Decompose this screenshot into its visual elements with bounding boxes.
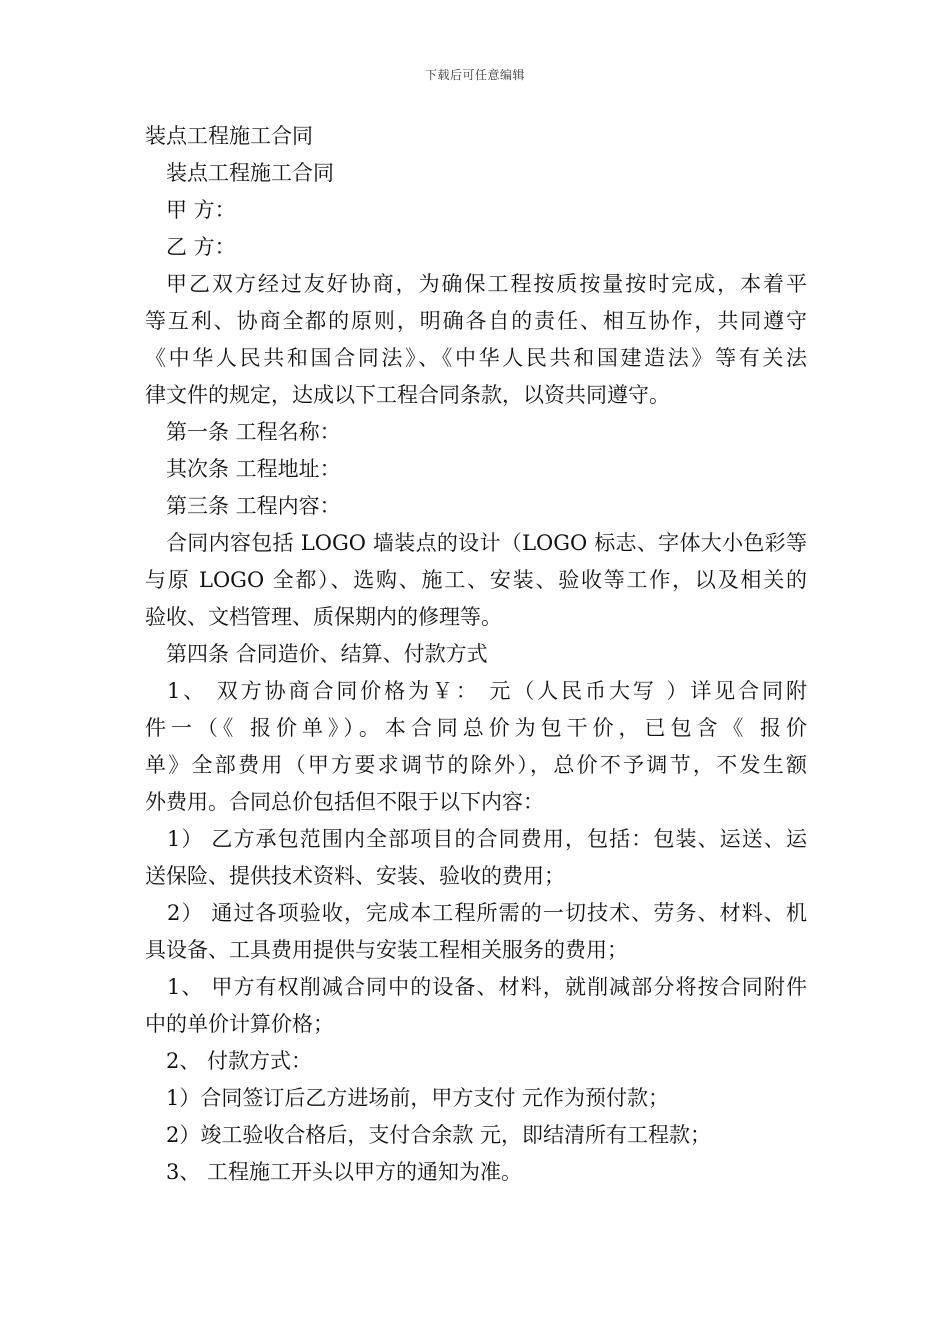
clause-line: 单》全部费用（甲方要求调节的除外），总价不予调节，不发生额	[145, 753, 807, 777]
preamble-line: 《中华人民共和国合同法》、《中华人民共和国建造法》等有关法	[145, 346, 807, 370]
clause-line: 具设备、工具费用提供与安装工程相关服务的费用；	[145, 938, 628, 962]
preamble-line: 甲乙双方经过友好协商，为确保工程按质按量按时完成，本着平	[166, 272, 807, 296]
contract-heading: 装点工程施工合同	[166, 161, 334, 185]
party-a-line: 甲 方：	[166, 198, 236, 222]
document-title: 装点工程施工合同	[145, 124, 313, 148]
article-1-heading: 第一条 工程名称：	[166, 420, 341, 444]
clause-line: 2） 通过各项验收，完成本工程所需的一切技术、劳务、材料、机	[167, 901, 807, 925]
payment-item: 1）合同签订后乙方进场前，甲方支付 元作为预付款；	[166, 1086, 670, 1110]
clause-line: 中的单价计算价格；	[145, 1012, 334, 1036]
article-2-heading: 其次条 工程地址：	[166, 457, 341, 481]
article-3-heading: 第三条 工程内容：	[166, 494, 341, 518]
article-3-text-line: 合同内容包括 LOGO 墙装点的设计（LOGO 标志、字体大小色彩等	[166, 531, 807, 555]
clause-line: 3、 工程施工开头以甲方的通知为准。	[166, 1160, 523, 1184]
clause-line: 送保险、提供技术资料、安装、验收的费用；	[145, 864, 565, 888]
article-3-text-line: 与原 LOGO 全都）、选购、施工、安装、验收等工作，以及相关的	[145, 568, 807, 592]
document-body	[145, 118, 807, 1191]
party-b-line: 乙 方：	[166, 235, 236, 259]
header-note: 下载后可任意编辑	[424, 68, 525, 82]
clause-line: 外费用。合同总价包括但不限于以下内容：	[145, 790, 544, 814]
clause-line: 1、 双方协商合同价格为￥： 元（人民币大写 ）详见合同附	[167, 679, 807, 703]
clause-line: 件一（《 报价单》）。本合同总价为包干价，已包含《 报价	[145, 716, 807, 740]
article-4-heading: 第四条 合同造价、结算、付款方式	[166, 642, 488, 666]
preamble-line: 律文件的规定，达成以下工程合同条款，以资共同遵守。	[145, 383, 670, 407]
payment-item: 2）竣工验收合格后，支付合余款 元，即结清所有工程款；	[166, 1123, 712, 1147]
payment-method-heading: 2、 付款方式：	[166, 1049, 313, 1073]
article-3-text-line: 验收、文档管理、质保期内的修理等。	[145, 605, 502, 629]
preamble-line: 等互利、协商全都的原则，明确各自的责任、相互协作，共同遵守	[145, 309, 807, 333]
clause-line: 1） 乙方承包范围内全部项目的合同费用，包括：包装、运送、运	[167, 827, 807, 851]
clause-line: 1、 甲方有权削减合同中的设备、材料，就削减部分将按合同附件	[167, 975, 807, 999]
